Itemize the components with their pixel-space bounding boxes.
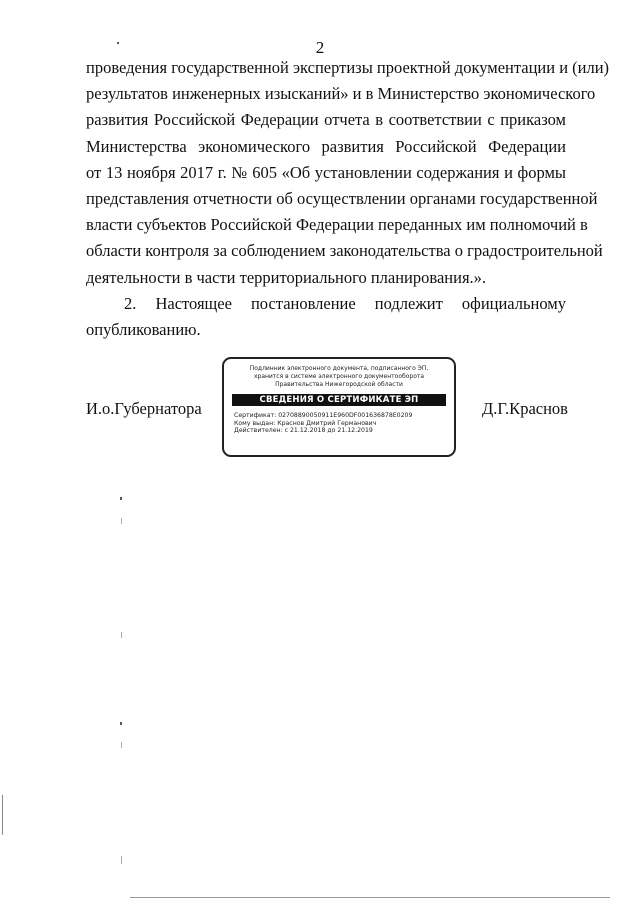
signature-block — [0, 355, 640, 465]
paragraph-line: области контроля за соблюдением законодательства о градостроительной — [86, 241, 603, 261]
paragraph-2-continuation: опубликованию. — [86, 320, 201, 340]
page-number: 2 — [315, 38, 325, 57]
electronic-signature-stamp — [222, 357, 456, 457]
stamp-details — [234, 412, 444, 435]
issued-to-row — [234, 420, 444, 428]
paragraph-number: 2. — [124, 294, 137, 313]
signer-position: И.о.Губернатора — [86, 399, 202, 418]
paragraph-word: подлежит — [374, 294, 443, 313]
scan-speck — [120, 722, 122, 725]
scan-speck — [121, 742, 122, 748]
stamp-header-line: Подлинник электронного документа, подписанного ЭП, — [249, 365, 429, 372]
paragraph-line: представления отчетности об осуществлении органами государственной — [86, 188, 598, 208]
scan-speck — [121, 856, 122, 864]
paragraph-line: развития Российской Федерации отчета в соответствии с приказом — [86, 110, 566, 130]
paragraph-line: власти субъектов Российской Федерации переданных им полномочий в — [86, 215, 588, 235]
validity-row — [234, 427, 444, 435]
paragraph-2 — [86, 291, 566, 343]
paragraph-2-first-line — [86, 291, 566, 317]
paragraph-line: деятельности в части территориального планирования.». — [86, 267, 487, 287]
issued-to-value: Краснов Дмитрий Германович — [277, 419, 377, 427]
scan-edge-line — [2, 795, 3, 835]
paragraph-word: Настоящее — [155, 294, 232, 313]
scan-bottom-line — [130, 897, 610, 898]
certificate-value: 02708890050911E960DF001636878E0209 — [278, 412, 413, 419]
stamp-header-line: Правительства Нижегородской области — [275, 381, 403, 388]
stamp-header — [224, 365, 454, 389]
paragraph-word: официальному — [461, 294, 566, 313]
paragraph-line: от 13 ноября 2017 г. № 605 «Об установлении содержания и формы — [86, 162, 566, 182]
certificate-row — [234, 412, 444, 420]
scan-speck — [121, 632, 122, 638]
paragraph-line: результатов инженерных изысканий» и в Министерство экономического — [86, 84, 596, 104]
paragraph-line: Министерства экономического развития Российской Федерации — [86, 136, 566, 156]
validity-label: Действителен: — [234, 427, 283, 434]
signer-name: Д.Г.Краснов — [482, 399, 568, 418]
scan-speck — [121, 518, 122, 524]
certificate-label: Сертификат: — [234, 412, 277, 419]
scan-speck — [120, 497, 122, 500]
validity-value: с 21.12.2018 до 21.12.2019 — [284, 427, 373, 434]
paragraph-line: проведения государственной экспертизы проектной документации и (или) — [86, 58, 610, 77]
paragraph-word: постановление — [250, 294, 356, 313]
stamp-title: СВЕДЕНИЯ О СЕРТИФИКАТЕ ЭП — [232, 394, 446, 406]
paragraph-1 — [86, 55, 610, 291]
issued-to-label: Кому выдан: — [234, 419, 276, 427]
stamp-header-line: хранится в системе электронного документооборота — [253, 373, 425, 380]
